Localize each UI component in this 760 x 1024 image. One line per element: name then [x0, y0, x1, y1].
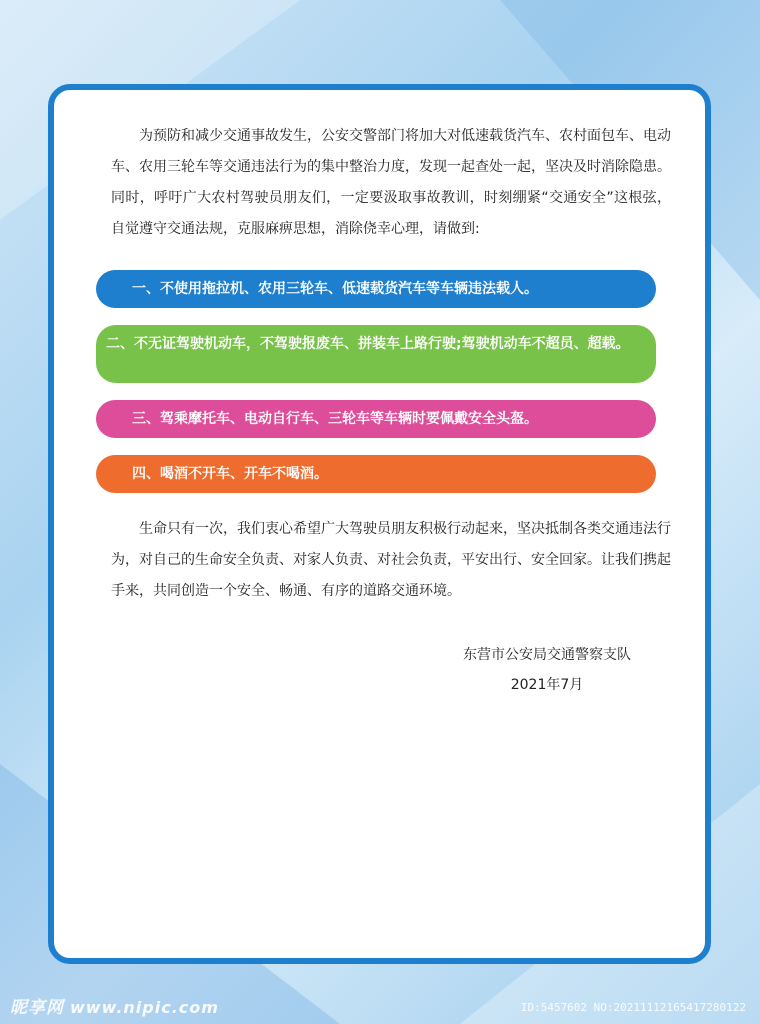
rule-banner-1: 一、不使用拖拉机、农用三轮车、低速载货汽车等车辆违法载人。: [96, 270, 656, 308]
notice-card: [48, 84, 711, 964]
intro-paragraph: 为预防和减少交通事故发生，公安交警部门将加大对低速载货汽车、农村面包车、电动车、农用三轮车等交通违法行为的集中整治力度，发现一起查处一起，坚决及时消除隐患。同时，呼吁广大农村驾驶员朋友们，一定要汲取事故教训，时刻绷紧“交通安全”这根弦，自觉遵守交通法规，克服麻痹思想，消除侥幸心理，请做到:: [111, 128, 671, 237]
rule-banner-2: 二、不无证驾驶机动车，不驾驶报废车、拼装车上路行驶;驾驶机动车不超员、超载。: [96, 325, 656, 383]
rule-banner-3: 三、驾乘摩托车、电动自行车、三轮车等车辆时要佩戴安全头盔。: [96, 400, 656, 438]
image-id-label: ID:5457602 NO:20211112165417280122: [520, 1001, 746, 1014]
issuer-name: 东营市公安局交通警察支队: [463, 647, 631, 663]
watermark-brand: 昵享网: [10, 998, 64, 1018]
signature-block: [463, 640, 631, 700]
closing-paragraph: 生命只有一次，我们衷心希望广大驾驶员朋友积极行动起来，坚决抵制各类交通违法行为，对自己的生命安全负责、对家人负责、对社会负责，平安出行、安全回家。让我们携起手来，共同创造一个安全、畅通、有序的道路交通环境。: [111, 521, 671, 599]
issue-date: 2021年7月: [510, 677, 584, 693]
site-watermark: [10, 993, 219, 1018]
watermark-url: www.nipic.com: [70, 998, 219, 1017]
rule-banner-4: 四、喝酒不开车、开车不喝酒。: [96, 455, 656, 493]
